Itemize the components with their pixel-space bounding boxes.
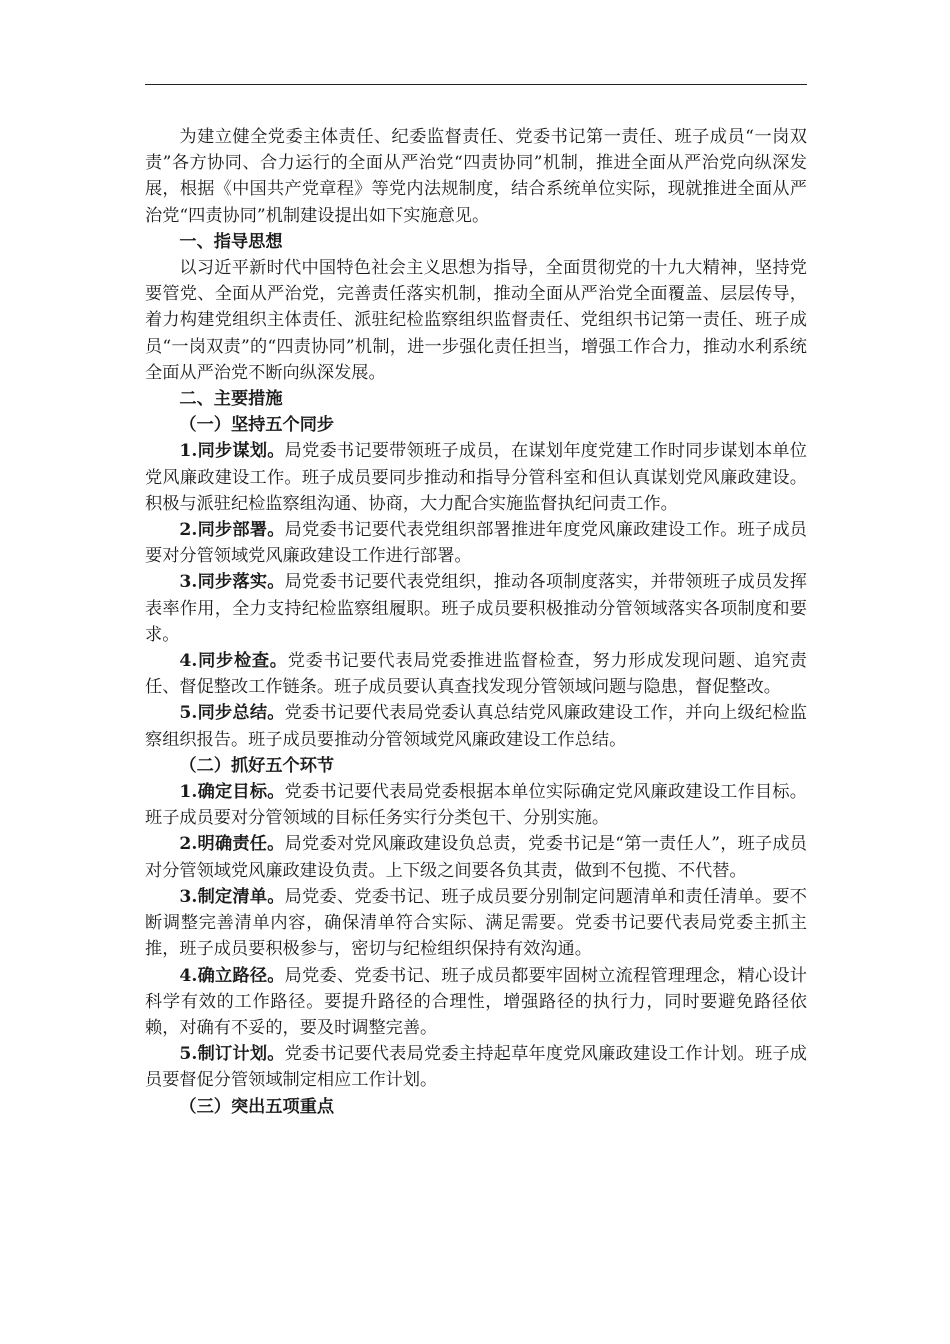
header-rule — [145, 84, 807, 85]
item-lead: 2.明确责任。 — [179, 834, 285, 855]
item-text: 党委书记要代表局党委推进监督检查，努力形成发现问题、追究责任、督促整改工作链条。班子成员要认真查找发现分管领域问题与隐患，督促整改。 — [145, 651, 807, 698]
item-lead: 3.制定清单。 — [179, 886, 285, 907]
item-lead: 4.同步检查。 — [179, 651, 288, 672]
guiding-ideology-paragraph: 以习近平新时代中国特色社会主义思想为指导，全面贯彻党的十九大精神，坚持党要管党、全面从严治党，完善责任落实机制，推动全面从严治党全面覆盖、层层传导，着力构建党组织主体责任、派驻纪检监察组织监督责任、党组织书记第一责任、班子成员“一岗双责”的“四责协同”机制，进一步强化责任担当，增强工作合力，推动水利系统全面从严治党不断向纵深发展。 — [145, 258, 807, 383]
subsection-heading-five-links: （二）抓好五个环节 — [179, 755, 335, 776]
list-item — [145, 438, 807, 517]
item-lead: 4.确立路径。 — [179, 965, 285, 986]
item-text: 党委书记要代表局党委认真总结党风廉政建设工作，并向上级纪检监察组织报告。班子成员要推动分管领域党风廉政建设工作总结。 — [145, 703, 807, 750]
item-text: 局党委、党委书记、班子成员要分别制定问题清单和责任清单。要不断调整完善清单内容，确保清单符合实际、满足需要。党委书记要代表局党委主抓主推，班子成员要积极参与，密切与纪检组织保持有效沟通。 — [145, 886, 807, 960]
subsection-heading-five-syncs: （一）坚持五个同步 — [179, 415, 335, 436]
item-text: 党委书记要代表局党委根据本单位实际确定党风廉政建设工作目标。班子成员要对分管领域的目标任务实行分类包干、分别实施。 — [145, 782, 807, 829]
item-lead: 1.同步谋划。 — [179, 441, 285, 462]
document-body — [145, 124, 807, 1120]
item-text: 局党委书记要代表党组织部署推进年度党风廉政建设工作。班子成员要对分管领域党风廉政建设工作进行部署。 — [145, 520, 807, 567]
item-text: 局党委书记要带领班子成员，在谋划年度党建工作时同步谋划本单位党风廉政建设工作。班子成员要同步推动和指导分管科室和但认真谋划党风廉政建设。积极与派驻纪检监察组沟通、协商，大力配合实施监督执纪问责工作。 — [145, 441, 807, 514]
list-item — [145, 963, 807, 1042]
list-item — [145, 700, 807, 752]
section-heading-main-measures: 二、主要措施 — [179, 389, 283, 410]
item-lead: 5.同步总结。 — [179, 703, 285, 724]
item-text: 局党委书记要代表党组织，推动各项制度落实，并带领班子成员发挥表率作用，全力支持纪检监察组履职。班子成员要积极推动分管领域落实各项制度和要求。 — [145, 572, 807, 645]
list-item — [145, 648, 807, 700]
section-heading-guiding-ideology: 一、指导思想 — [179, 231, 283, 252]
list-item — [145, 779, 807, 831]
item-lead: 1.确定目标。 — [179, 782, 285, 803]
list-item — [145, 517, 807, 569]
item-text: 党委书记要代表局党委主持起草年度党风廉政建设工作计划。班子成员要督促分管领域制定相应工作计划。 — [145, 1044, 807, 1091]
item-lead: 3.同步落实。 — [179, 572, 285, 593]
list-item — [145, 1041, 807, 1093]
item-lead: 2.同步部署。 — [179, 520, 285, 541]
list-item — [145, 884, 807, 963]
item-lead: 5.制订计划。 — [179, 1044, 285, 1065]
list-item — [145, 831, 807, 883]
intro-paragraph: 为建立健全党委主体责任、纪委监督责任、党委书记第一责任、班子成员“一岗双责”各方协同、合力运行的全面从严治党“四责协同”机制，推进全面从严治党向纵深发展，根据《中国共产党章程》等党内法规制度，结合系统单位实际，现就推进全面从严治党“四责协同”机制建设提出如下实施意见。 — [145, 127, 807, 226]
list-item — [145, 569, 807, 648]
subsection-heading-five-priorities: （三）突出五项重点 — [179, 1096, 335, 1117]
item-text: 局党委、党委书记、班子成员都要牢固树立流程管理理念，精心设计科学有效的工作路径。要提升路径的合理性，增强路径的执行力，同时要避免路径依赖，对确有不妥的，要及时调整完善。 — [145, 965, 807, 1038]
item-text: 局党委对党风廉政建设负总责，党委书记是“第一责任人”，班子成员对分管领域党风廉政建设负责。上下级之间要各负其责，做到不包揽、不代替。 — [145, 834, 807, 881]
